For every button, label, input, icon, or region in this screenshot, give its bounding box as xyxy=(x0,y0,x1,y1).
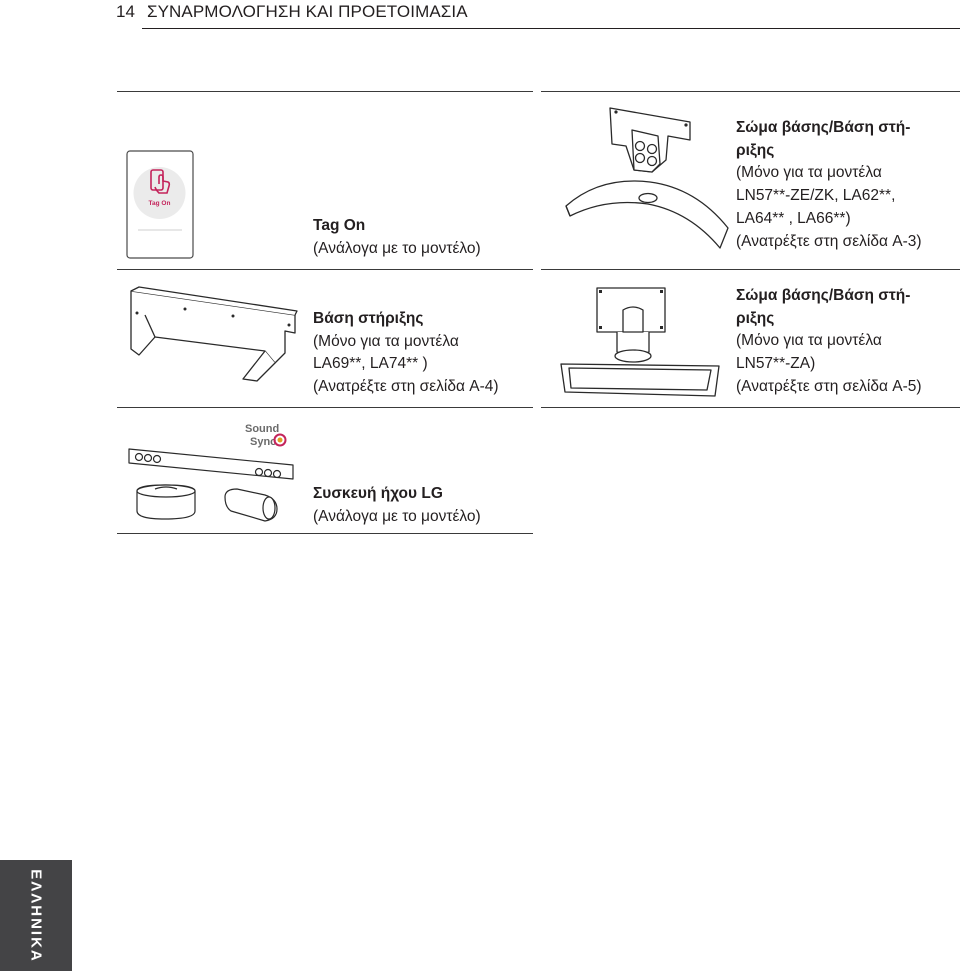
tag-on-note: (Ανάλογα με το μοντέλο) xyxy=(313,239,481,257)
stand-base-title: Βάση στήριξης xyxy=(313,310,424,327)
stand-body-base-illustration-1 xyxy=(560,100,730,250)
stand-base-line: (Μόνο για τα μοντέλα xyxy=(313,332,459,350)
stand-body-base-2-line: (Ανατρέξτε στη σελίδα A-5) xyxy=(736,377,922,395)
sound-sync-logo-line1: Sound xyxy=(245,423,280,435)
page-header xyxy=(0,0,960,30)
page-number: 14 xyxy=(116,2,135,21)
stand-base-description xyxy=(313,308,499,399)
tag-on-sticker-illustration xyxy=(126,150,194,260)
stand-body-base-1-line: LA64** , LA66**) xyxy=(736,209,851,227)
row-divider xyxy=(541,407,960,408)
lg-audio-title: Συσκευή ήχου LG xyxy=(313,485,443,502)
tag-on-title: Tag On xyxy=(313,217,366,234)
stand-body-base-1-line: (Μόνο για τα μοντέλα xyxy=(736,164,882,182)
row-divider xyxy=(117,269,533,270)
sound-sync-logo-line2: Sync xyxy=(250,436,277,448)
lg-audio-devices-illustration xyxy=(125,445,300,523)
row-divider xyxy=(541,91,960,92)
row-divider xyxy=(117,407,533,408)
row-divider xyxy=(117,91,533,92)
stand-body-base-1-line: LN57**-ZE/ZK, LA62**, xyxy=(736,187,896,205)
header-divider xyxy=(142,28,960,29)
stand-body-base-2-line: (Μόνο για τα μοντέλα xyxy=(736,332,882,350)
row-divider xyxy=(117,533,533,534)
stand-body-base-2-title-line2: ριξης xyxy=(736,309,775,327)
stand-body-base-1-title-line1: Σώμα βάσης/Βάση στή- xyxy=(736,119,911,136)
sticker-label: Tag On xyxy=(148,200,171,207)
language-tab-label: ΕΛΛΗΝΙΚΑ xyxy=(27,868,45,963)
language-tab xyxy=(0,860,72,971)
section-title: ΣΥΝΑΡΜΟΛΟΓΗΣΗ ΚΑΙ ΠΡΟΕΤΟΙΜΑΣΙΑ xyxy=(147,2,468,21)
stand-base-line: LA69**, LA74** ) xyxy=(313,355,428,373)
tag-on-description xyxy=(313,215,481,260)
stand-base-line: (Ανατρέξτε στη σελίδα A-4) xyxy=(313,378,499,396)
stand-body-base-2-description xyxy=(736,285,922,399)
stand-body-base-2-line: LN57**-ZA) xyxy=(736,355,816,373)
stand-body-base-1-description xyxy=(736,117,922,253)
row-divider xyxy=(541,269,960,270)
stand-body-base-1-line: (Ανατρέξτε στη σελίδα A-3) xyxy=(736,232,922,250)
stand-body-base-illustration-2 xyxy=(555,280,725,400)
lg-audio-description xyxy=(313,483,481,528)
stand-body-base-2-title-line1: Σώμα βάσης/Βάση στή- xyxy=(736,287,911,304)
stand-body-base-1-title-line2: ριξης xyxy=(736,141,775,159)
stand-base-illustration xyxy=(125,285,300,385)
lg-audio-note: (Ανάλογα με το μοντέλο) xyxy=(313,507,481,525)
